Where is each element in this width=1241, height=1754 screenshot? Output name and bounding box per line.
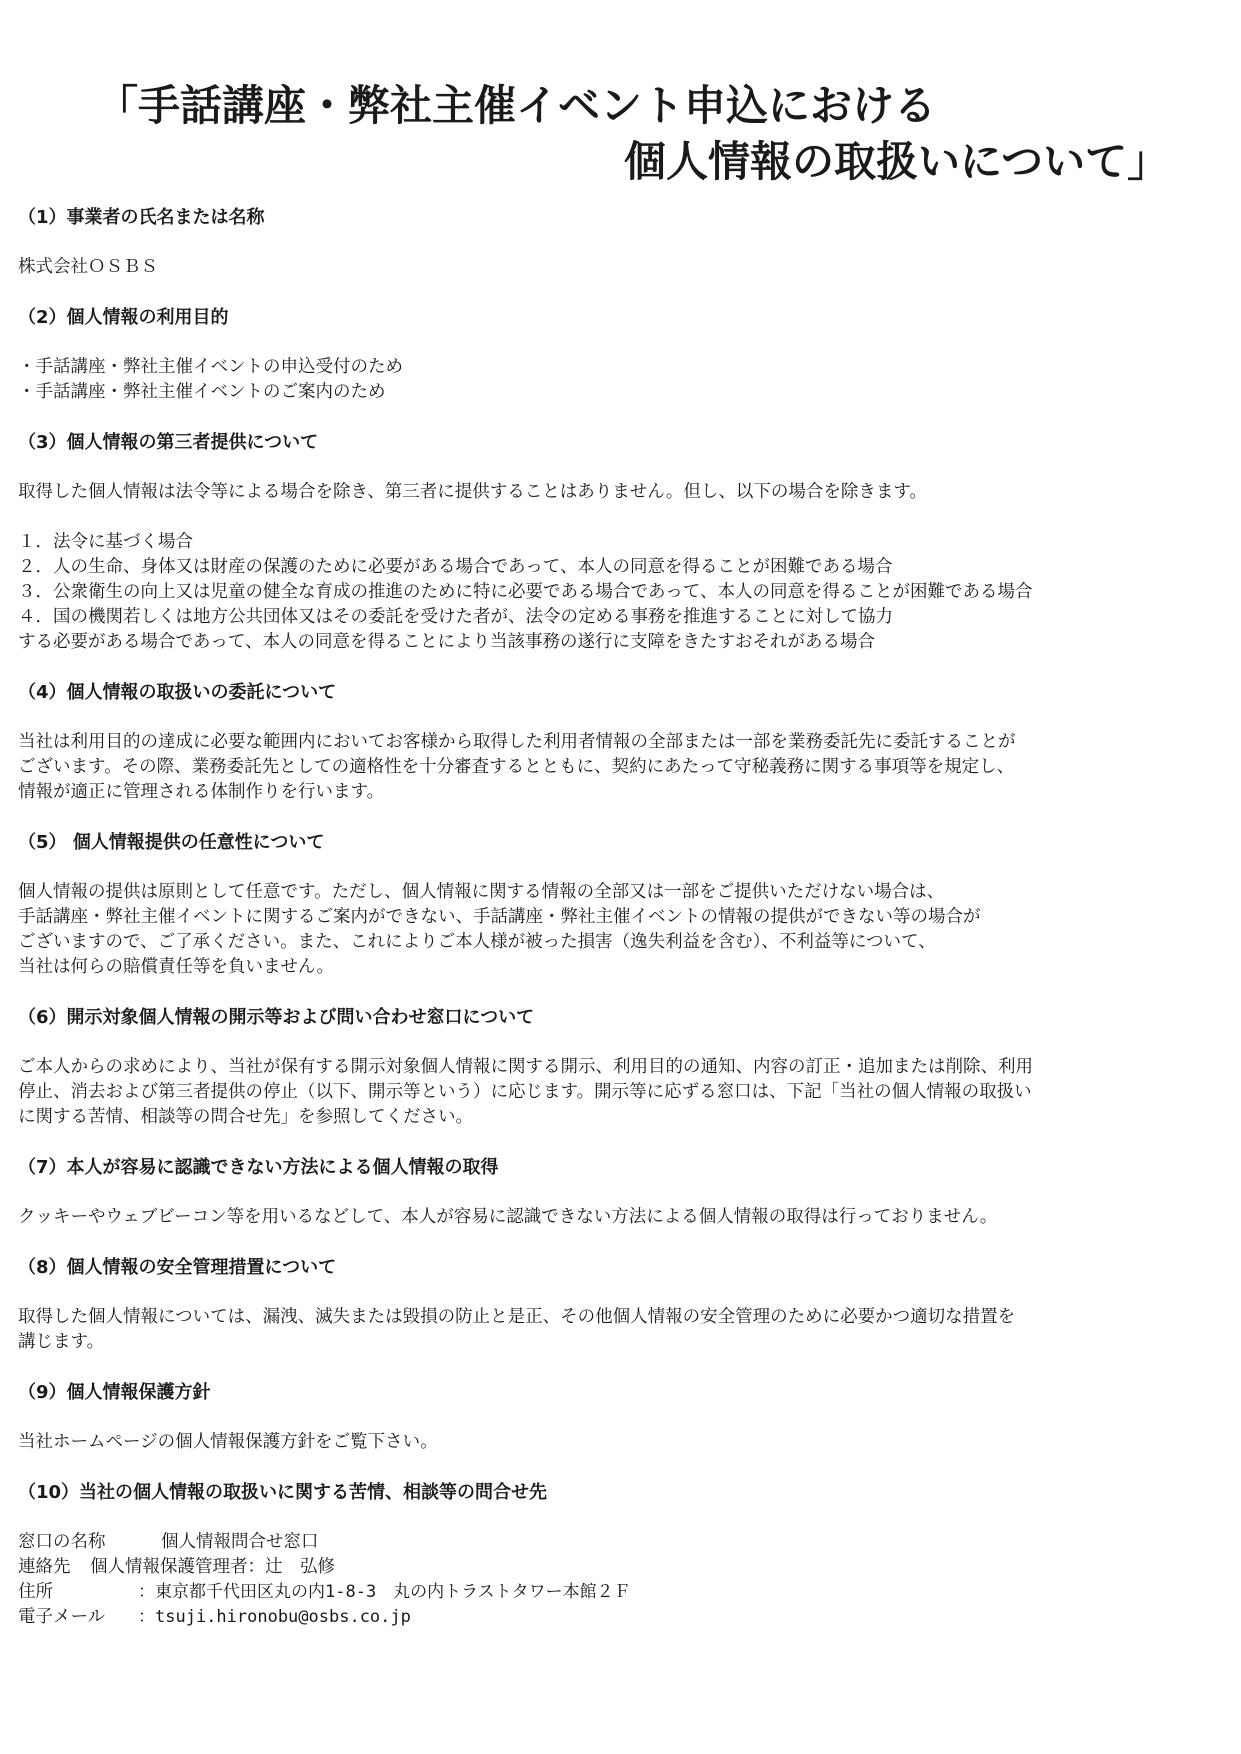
section-8 bbox=[18, 1255, 1223, 1355]
contact-person-row bbox=[18, 1555, 1223, 1580]
section-1 bbox=[18, 205, 1223, 280]
contact-window-label: 窓口の名称 bbox=[18, 1532, 106, 1552]
contact-address-value: ：東京都千代田区丸の内1-8-3 丸の内トラストタワー本館２Ｆ bbox=[138, 1582, 631, 1602]
paragraph-line: ございますので、ご了承ください。また、これによりご本人様が被った損害（逸失利益を含む）、不利益等について、 bbox=[18, 932, 936, 952]
list-item: する必要がある場合であって、本人の同意を得ることにより当該事務の遂行に支障をきたすおそれがある場合 bbox=[18, 632, 875, 652]
section-6-heading: （6）開示対象個人情報の開示等および問い合わせ窓口について bbox=[18, 1007, 535, 1028]
section-7 bbox=[18, 1155, 1223, 1230]
paragraph-line: ございます。その際、業務委託先としての適格性を十分審査するとともに、契約にあたって守秘義務に関する事項等を規定し、 bbox=[18, 757, 1015, 777]
contact-address-label: 住所 bbox=[18, 1582, 53, 1602]
document-body bbox=[18, 205, 1223, 1655]
section-6 bbox=[18, 1005, 1223, 1130]
paragraph-line: 講じます。 bbox=[18, 1332, 105, 1352]
paragraph-line: 当社は何らの賠償責任等を負いません。 bbox=[18, 957, 335, 977]
list-item: ３．公衆衛生の向上又は児童の健全な育成の推進のために特に必要である場合であって、本人の同意を得ることが困難である場合 bbox=[18, 582, 1033, 602]
contact-address-row bbox=[18, 1580, 1223, 1605]
section-10-heading: （10）当社の個人情報の取扱いに関する苦情、相談等の問合せ先 bbox=[18, 1482, 548, 1503]
section-10 bbox=[18, 1480, 1223, 1630]
paragraph-line: 取得した個人情報については、漏洩、滅失または毀損の防止と是正、その他個人情報の安全管理のために必要かつ適切な措置を bbox=[18, 1307, 1016, 1327]
list-item: ・手話講座・弊社主催イベントの申込受付のため bbox=[18, 357, 403, 377]
title-line-1: 「手話講座・弊社主催イベント申込における bbox=[96, 81, 937, 130]
section-2-heading: （2）個人情報の利用目的 bbox=[18, 307, 229, 328]
section-7-body: クッキーやウェブビーコン等を用いるなどして、本人が容易に認識できない方法による個人情報の取得は行っておりません。 bbox=[18, 1207, 998, 1227]
contact-email-label: 電子メール bbox=[18, 1607, 106, 1627]
contact-email-value[interactable]: ：tsuji.hironobu@osbs.co.jp bbox=[138, 1607, 411, 1627]
section-9-body: 当社ホームページの個人情報保護方針をご覧下さい。 bbox=[18, 1432, 438, 1452]
paragraph-line: 停止、消去および第三者提供の停止（以下、開示等という）に応じます。開示等に応ずる窓口は、下記「当社の個人情報の取扱い bbox=[18, 1082, 1032, 1102]
list-item: １．法令に基づく場合 bbox=[18, 532, 193, 552]
paragraph-line: 情報が適正に管理される体制作りを行います。 bbox=[18, 782, 385, 802]
section-9 bbox=[18, 1380, 1223, 1455]
paragraph-line: 当社は利用目的の達成に必要な範囲内においてお客様から取得した利用者情報の全部または一部を業務委託先に委託することが bbox=[18, 732, 1016, 752]
section-5 bbox=[18, 830, 1223, 980]
paragraph-line: 手話講座・弊社主催イベントに関するご案内ができない、手話講座・弊社主催イベントの情報の提供ができない等の場合が bbox=[18, 907, 981, 927]
section-8-heading: （8）個人情報の安全管理措置について bbox=[18, 1257, 337, 1278]
section-2 bbox=[18, 305, 1223, 405]
exception-list bbox=[18, 530, 1223, 655]
company-name: 株式会社ＯＳＢＳ bbox=[18, 257, 158, 277]
paragraph-line: に関する苦情、相談等の問合せ先」を参照してください。 bbox=[18, 1107, 473, 1127]
section-5-heading: （5） 個人情報提供の任意性について bbox=[18, 832, 325, 853]
section-3 bbox=[18, 430, 1223, 655]
contact-email-row bbox=[18, 1605, 1223, 1630]
contact-window-row bbox=[18, 1530, 1223, 1555]
list-item: ２．人の生命、身体又は財産の保護のために必要がある場合であって、本人の同意を得ることが困難である場合 bbox=[18, 557, 893, 577]
section-9-heading: （9）個人情報保護方針 bbox=[18, 1382, 211, 1403]
section-4 bbox=[18, 680, 1223, 805]
section-1-heading: （1）事業者の氏名または名称 bbox=[18, 207, 265, 228]
contact-person-label: 連絡先 bbox=[18, 1557, 71, 1577]
section-3-heading: （3）個人情報の第三者提供について bbox=[18, 432, 319, 453]
section-4-heading: （4）個人情報の取扱いの委託について bbox=[18, 682, 337, 703]
section-7-heading: （7）本人が容易に認識できない方法による個人情報の取得 bbox=[18, 1157, 499, 1178]
paragraph-line: ご本人からの求めにより、当社が保有する開示対象個人情報に関する開示、利用目的の通知、内容の訂正・追加または削除、利用 bbox=[18, 1057, 1033, 1077]
list-item: ・手話講座・弊社主催イベントのご案内のため bbox=[18, 382, 386, 402]
contact-window-value: 個人情報問合せ窓口 bbox=[161, 1532, 319, 1552]
contact-person-value: 個人情報保護管理者：辻 弘修 bbox=[90, 1557, 335, 1577]
purpose-list bbox=[18, 355, 1223, 405]
section-3-intro: 取得した個人情報は法令等による場合を除き、第三者に提供することはありません。但し、以下の場合を除きます。 bbox=[18, 482, 927, 502]
title-line-2: 個人情報の取扱いについて」 bbox=[624, 137, 1170, 186]
paragraph-line: 個人情報の提供は原則として任意です。ただし、個人情報に関する情報の全部又は一部をご提供いただけない場合は、 bbox=[18, 882, 945, 902]
list-item: ４．国の機関若しくは地方公共団体又はその委託を受けた者が、法令の定める事務を推進することに対して協力 bbox=[18, 607, 893, 627]
